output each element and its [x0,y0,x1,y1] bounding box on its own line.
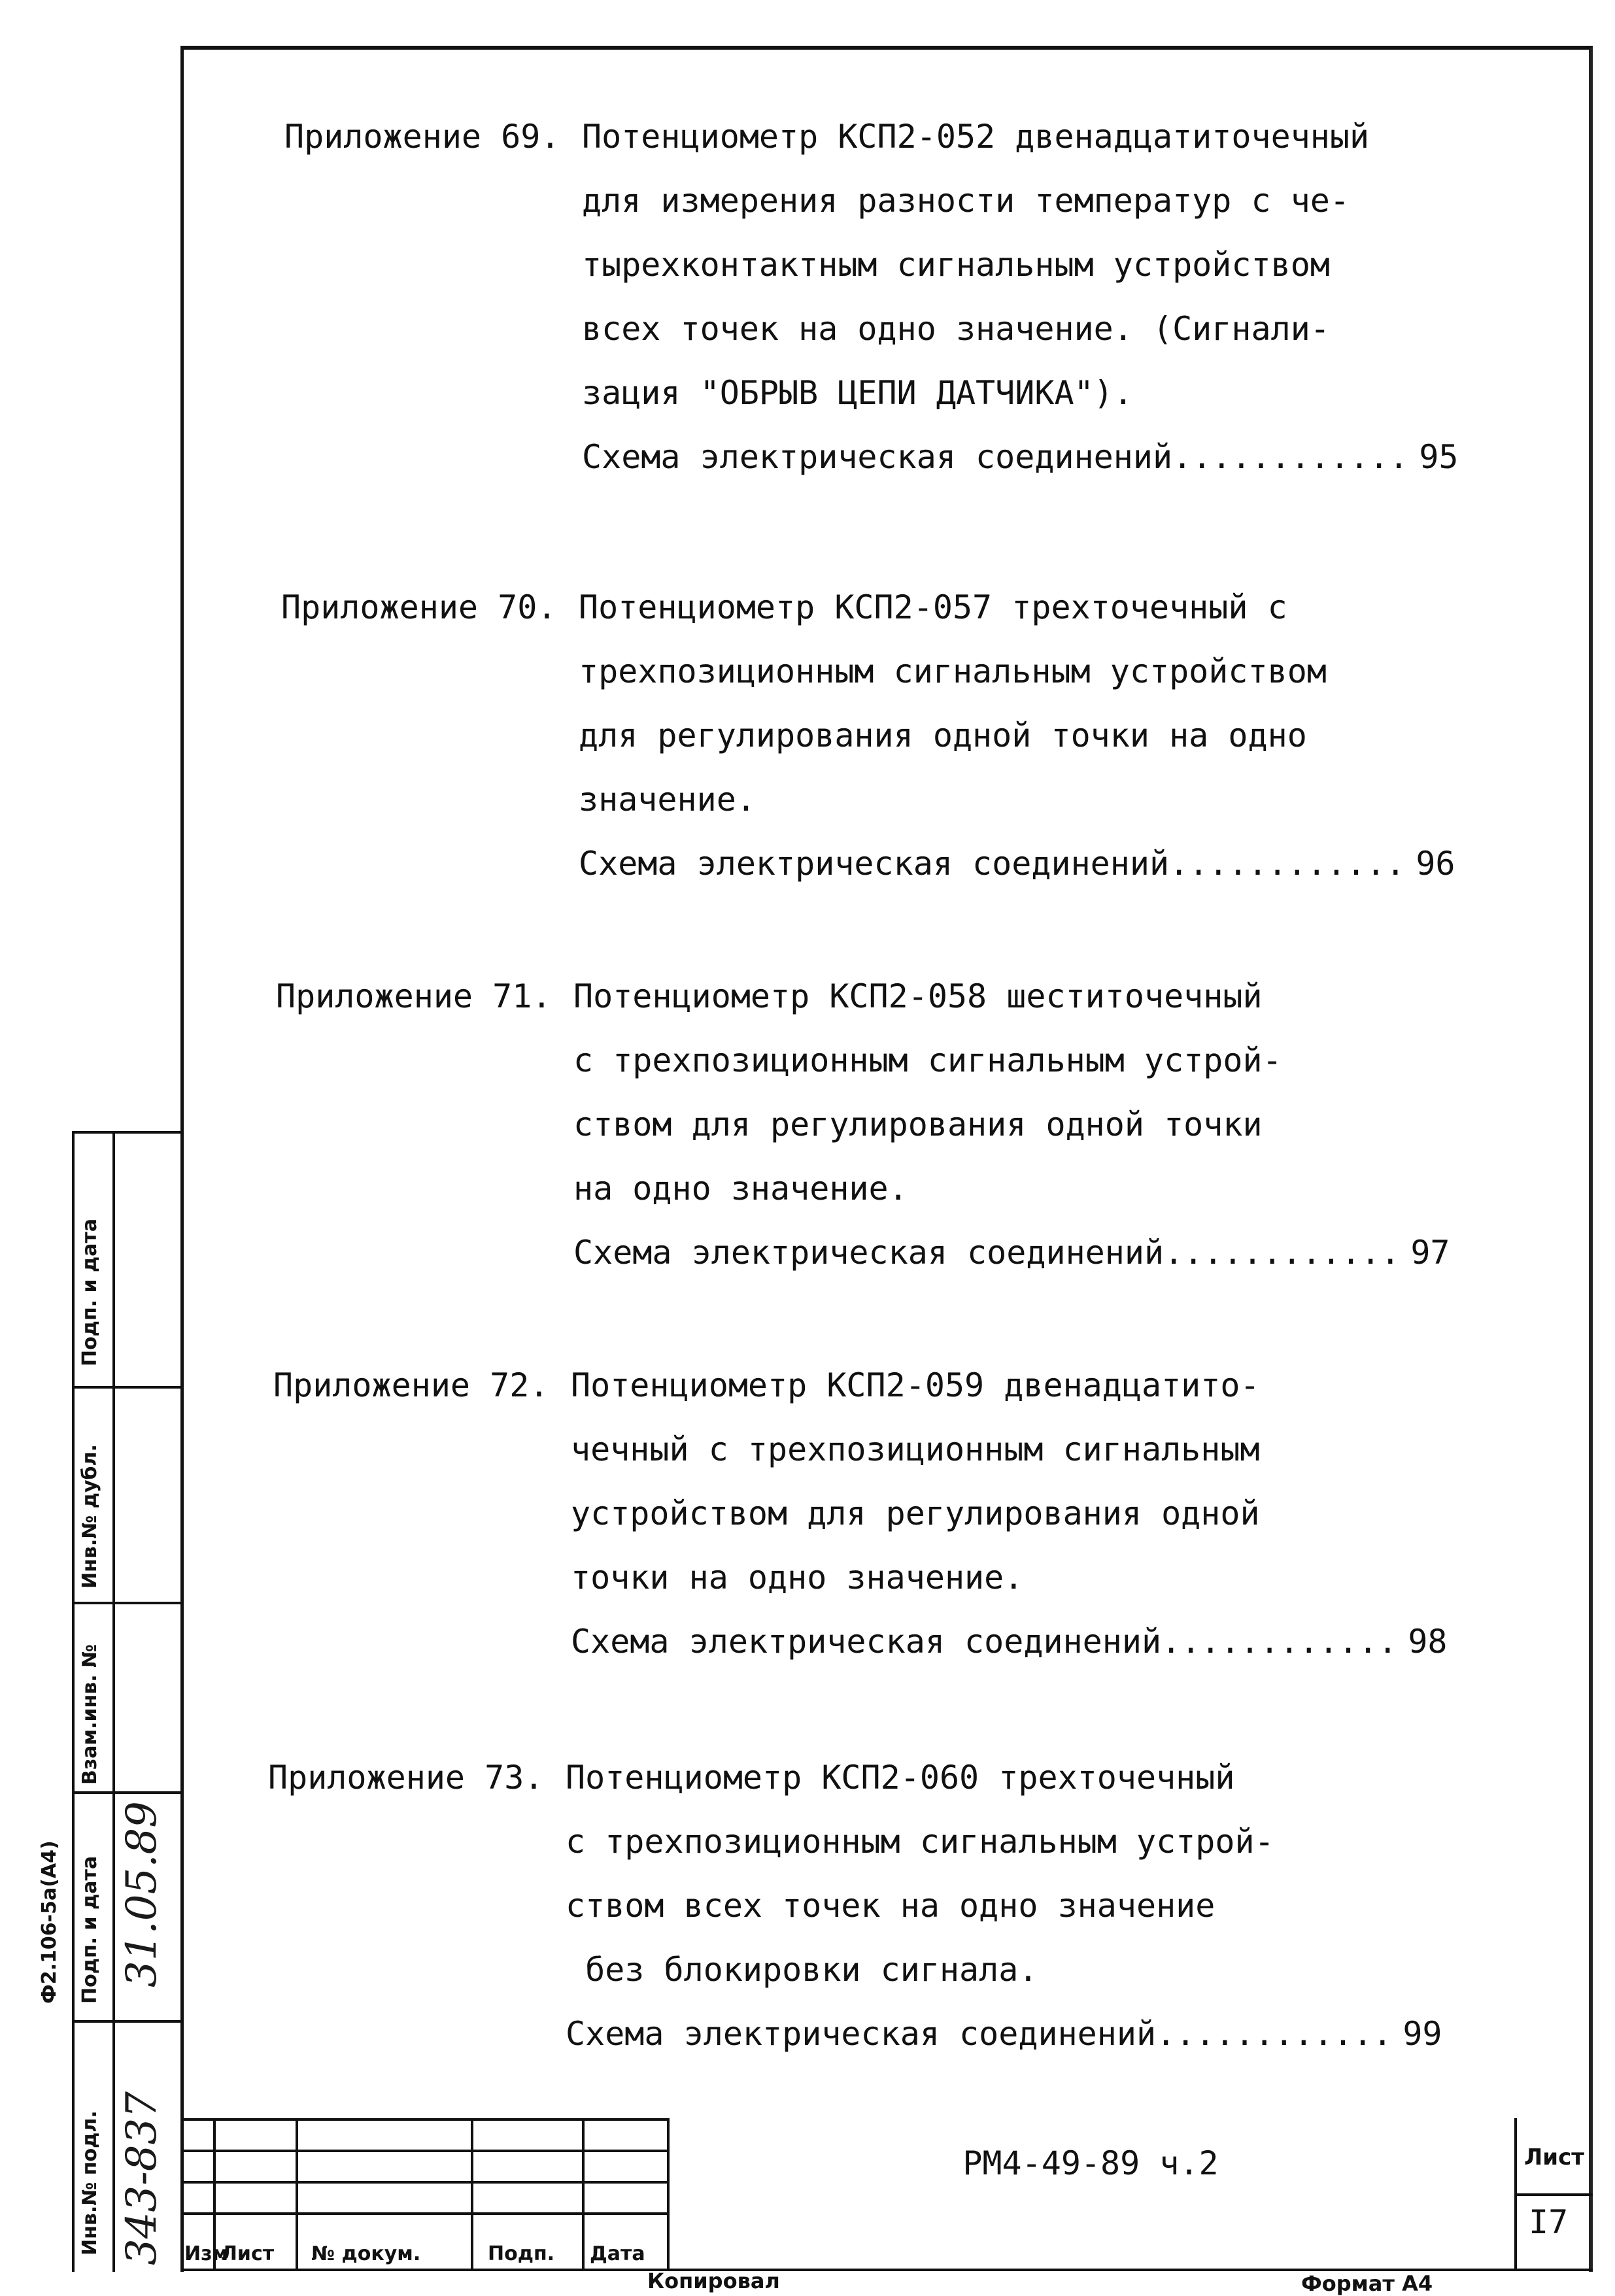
schema-title: Схема электрическая соединений [571,1623,1162,1661]
page-number: 99 [1402,2015,1442,2053]
leader-dots: ............ [1156,2015,1393,2053]
leader-dots: ............ [1169,845,1406,883]
schema-row [566,2002,1501,2066]
tb-header-change: Изм [184,2242,229,2265]
appendix-description-line: устройством для регулирования одной [571,1494,1260,1532]
tb-header-date: Дата [590,2242,645,2265]
stamp-cell-dup-inv: Инв.№ дубл. [78,1444,101,1589]
appendix-description-line: трехпозиционным сигнальным устройством [579,652,1327,690]
format-label: Формат А4 [1301,2271,1433,2296]
page-number: 96 [1416,845,1455,883]
stamp-cell-replace-inv: Взам.инв. № [78,1644,101,1785]
leader-dots: ............ [1172,438,1409,476]
schema-title: Схема электрическая соединений [579,845,1170,883]
appendix-description-line: с трехпозиционным сигнальным устрой- [573,1041,1282,1079]
tb-rule [180,2212,667,2215]
strip-divider [112,1131,115,2272]
sheet-number: I7 [1529,2203,1569,2241]
appendix-entry [284,105,1501,489]
binding-stamp-strip [38,1131,180,2272]
appendix-description-line: зация "ОБРЫВ ЦЕПИ ДАТЧИКА"). [582,374,1133,412]
stamp-cell-sign-date: Подп. и дата [78,1218,101,1366]
strip-cell-divider [72,1602,180,1604]
tb-divider [582,2118,585,2269]
strip-cell-divider [72,2020,180,2023]
handwritten-inventory-number: 343-837 [118,2091,166,2265]
leader-dots: ............ [1161,1623,1398,1661]
stamp-cell-sign-date-2: Подп. и дата [78,1855,101,2004]
tb-rule [1514,2193,1593,2196]
appendix-description-line: значение. [579,781,756,819]
appendix-description-line: для измерения разности температур с че- [582,182,1350,220]
appendix-description-line: Потенциометр КСП2-057 трехточечный с [579,588,1287,626]
schema-row [571,1610,1501,1674]
appendix-description-line: Потенциометр КСП2-058 шеститочечный [573,977,1263,1015]
title-block [180,2118,1593,2272]
page-number: 95 [1419,438,1459,476]
strip-top [72,1131,183,1134]
appendix-description-line: с трехпозиционным сигнальным устрой- [566,1823,1274,1861]
appendix-description-line: Потенциометр КСП2-052 двенадцатиточечный [582,118,1370,156]
appendix-description-line: точки на одно значение. [571,1559,1024,1596]
tb-divider [471,2118,473,2269]
handwritten-date: 31.05.89 [118,1801,166,1987]
appendix-description-line: на одно значение. [573,1170,908,1207]
strip-cell-divider [72,1791,180,1794]
tb-divider [296,2118,298,2269]
appendix-label: Приложение 70. [281,588,557,626]
appendix-description-line: Потенциометр КСП2-059 двенадцатито- [571,1366,1260,1404]
schema-title: Схема электрическая соединений [566,2015,1157,2053]
page-number: 98 [1408,1623,1448,1661]
copied-by-label: Копировал [647,2269,780,2293]
appendix-label: Приложение 73. [268,1759,544,1797]
stamp-cell-orig-inv: Инв.№ подл. [78,2110,101,2255]
appendix-description-line: ством всех точек на одно значение [566,1887,1216,1925]
schema-title: Схема электрическая соединений [582,438,1173,476]
appendix-entry [276,964,1501,1285]
tb-rule [180,2118,667,2121]
strip-border-left [72,1131,75,2272]
appendix-description-line: тырехконтактным сигнальным устройством [582,246,1330,284]
appendix-entry [268,1746,1501,2066]
appendix-label: Приложение 71. [276,977,552,1015]
appendix-description-line: без блокировки сигнала. [566,1951,1038,1989]
appendix-description-line: всех точек на одно значение. (Сигнали- [582,310,1330,348]
schema-row [579,832,1501,896]
tb-header-sheet: Лист [221,2242,275,2265]
tb-divider [1514,2118,1517,2269]
appendix-description-line: для регулирования одной точки на одно [579,717,1307,754]
document-designation: РМ4-49-89 ч.2 [962,2144,1219,2182]
appendix-description-line: чечный с трехпозиционным сигнальным [571,1430,1260,1468]
sheet-label: Лист [1524,2144,1584,2170]
tb-rule [180,2181,667,2184]
strip-cell-divider [72,1386,180,1389]
schema-row [582,425,1501,489]
appendix-entry [281,575,1501,896]
form-code: Ф2.106-5а(А4) [38,1840,61,2004]
schema-row [573,1221,1501,1285]
page-number: 97 [1410,1234,1450,1272]
appendix-entry [273,1353,1501,1674]
tb-divider [667,2118,670,2269]
appendix-label: Приложение 69. [284,118,560,156]
tb-header-signature: Подп. [488,2242,555,2265]
appendix-description-line: Потенциометр КСП2-060 трехточечный [566,1759,1235,1797]
leader-dots: ............ [1164,1234,1401,1272]
appendix-description-line: ством для регулирования одной точки [573,1106,1263,1143]
appendix-label: Приложение 72. [273,1366,549,1404]
tb-rule [180,2150,667,2152]
schema-title: Схема электрическая соединений [573,1234,1164,1272]
tb-header-doc-no: № докум. [311,2242,421,2265]
